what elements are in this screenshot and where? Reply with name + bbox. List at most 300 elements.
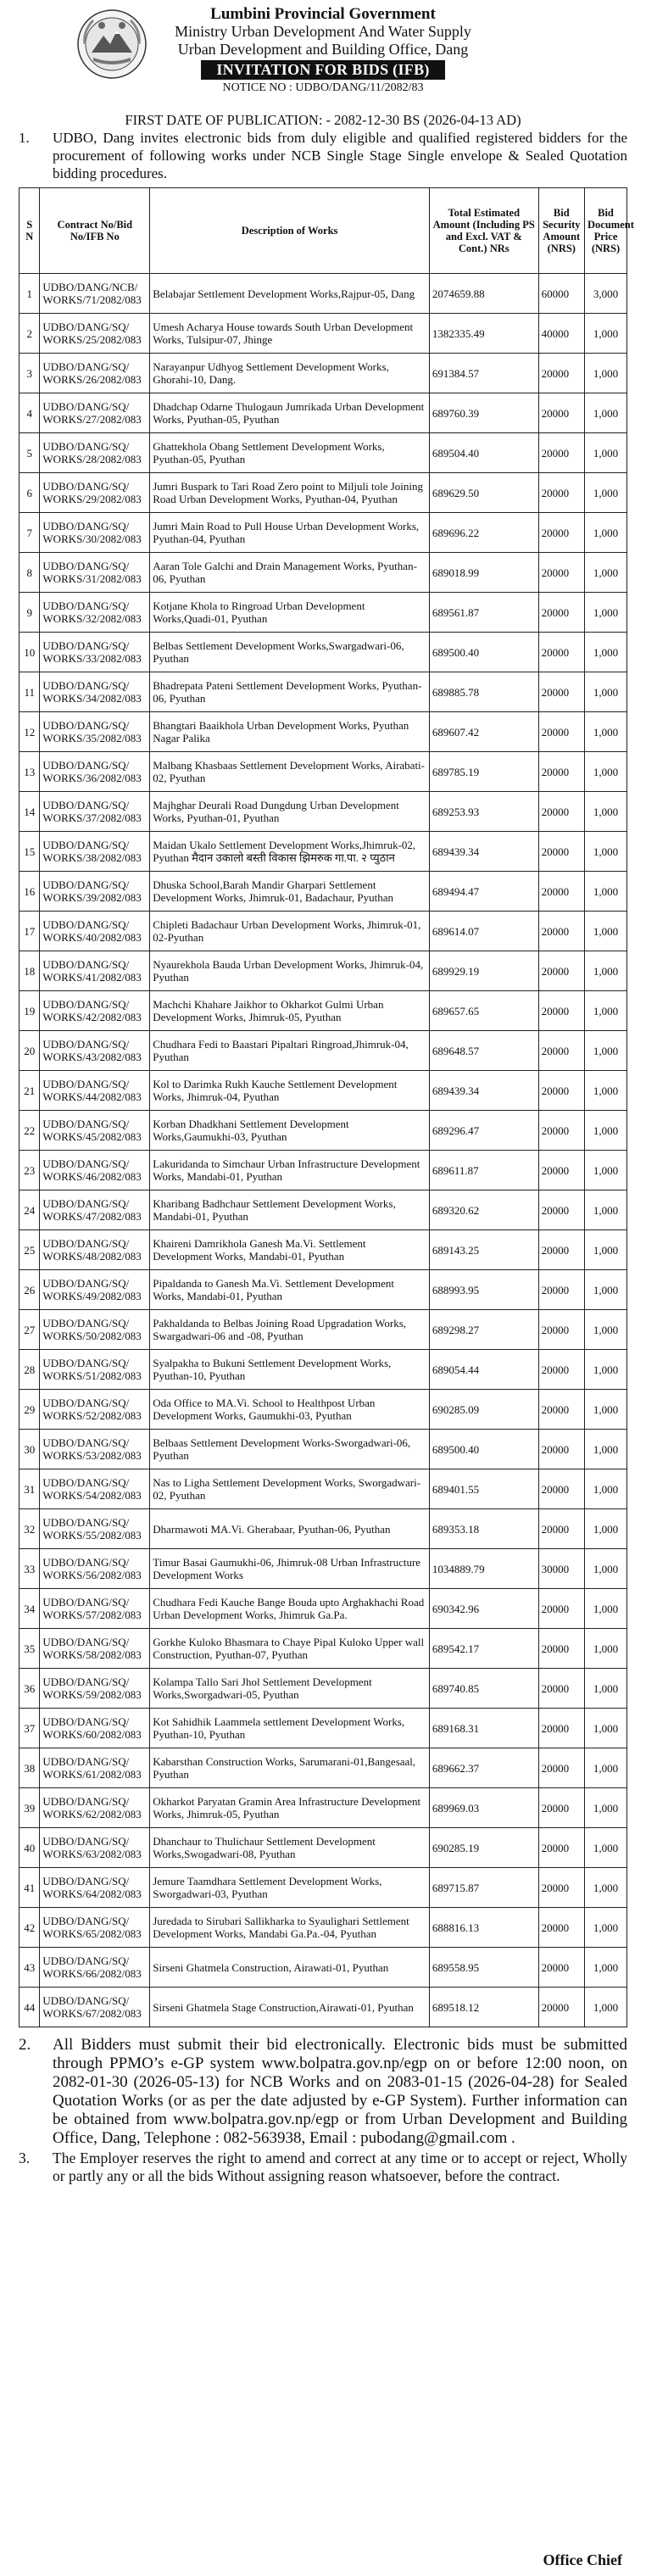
cell-description: Dhuska School,Barah Mandir Gharpari Settlement Development Works, Jhimruk-01, Badachaur, Pyuthan xyxy=(150,872,430,912)
office-name: Urban Development and Building Office, Dang xyxy=(177,41,469,58)
cell-price: 1,000 xyxy=(585,1868,627,1908)
cell-price: 1,000 xyxy=(585,1270,627,1310)
cell-contract: UDBO/DANG/SQ/ WORKS/41/2082/083 xyxy=(40,951,150,991)
cell-description: Chipleti Badachaur Urban Development Works, Jhimruk-01, 02-Pyuthan xyxy=(150,912,430,951)
cell-price: 1,000 xyxy=(585,712,627,752)
table-row xyxy=(19,672,627,712)
table-row xyxy=(19,1868,627,1908)
cell-description: Kharibang Badhchaur Settlement Development Works, Mandabi-01, Pyuthan xyxy=(150,1190,430,1230)
table-row xyxy=(19,1350,627,1390)
header-security: Bid Security Amount (NRS) xyxy=(538,188,584,274)
cell-description: Kotjane Khola to Ringroad Urban Development Works,Quadi-01, Pyuthan xyxy=(150,593,430,633)
cell-sn: 42 xyxy=(19,1908,40,1948)
cell-contract: UDBO/DANG/SQ/ WORKS/34/2082/083 xyxy=(40,672,150,712)
cell-contract: UDBO/DANG/SQ/ WORKS/46/2082/083 xyxy=(40,1151,150,1190)
cell-security: 20000 xyxy=(538,951,584,991)
cell-security: 60000 xyxy=(538,274,584,314)
cell-security: 20000 xyxy=(538,593,584,633)
cell-description: Belbaas Settlement Development Works-Sworgadwari-06, Pyuthan xyxy=(150,1430,430,1469)
government-title: Lumbini Provincial Government xyxy=(210,5,436,23)
cell-description: Bhadrepata Pateni Settlement Development Works, Pyuthan-06, Pyuthan xyxy=(150,672,430,712)
cell-contract: UDBO/DANG/SQ/ WORKS/32/2082/083 xyxy=(40,593,150,633)
paragraph-text: The Employer reserves the right to amend and correct at any time or to accept or reject, Wholly or partly any or all the bids Without assigning reason whatsoever, before the contract. xyxy=(53,2149,627,2184)
cell-contract: UDBO/DANG/SQ/ WORKS/43/2082/083 xyxy=(40,1031,150,1071)
cell-contract: UDBO/DANG/SQ/ WORKS/36/2082/083 xyxy=(40,752,150,792)
cell-amount: 689401.55 xyxy=(429,1469,538,1509)
paragraph-number: 3. xyxy=(19,2149,31,2166)
cell-sn: 19 xyxy=(19,991,40,1031)
cell-price: 1,000 xyxy=(585,433,627,473)
cell-price: 1,000 xyxy=(585,1509,627,1549)
cell-security: 20000 xyxy=(538,792,584,832)
table-row xyxy=(19,433,627,473)
table-row xyxy=(19,274,627,314)
cell-contract: UDBO/DANG/SQ/ WORKS/63/2082/083 xyxy=(40,1828,150,1868)
cell-amount: 689760.39 xyxy=(429,393,538,433)
cell-sn: 10 xyxy=(19,633,40,672)
cell-security: 20000 xyxy=(538,1190,584,1230)
cell-price: 1,000 xyxy=(585,1828,627,1868)
cell-security: 20000 xyxy=(538,354,584,393)
cell-security: 20000 xyxy=(538,1430,584,1469)
cell-security: 20000 xyxy=(538,1788,584,1828)
cell-amount: 689439.34 xyxy=(429,832,538,872)
cell-price: 1,000 xyxy=(585,1629,627,1669)
cell-security: 20000 xyxy=(538,553,584,593)
table-row xyxy=(19,513,627,553)
cell-contract: UDBO/DANG/SQ/ WORKS/26/2082/083 xyxy=(40,354,150,393)
cell-amount: 688993.95 xyxy=(429,1270,538,1310)
cell-sn: 17 xyxy=(19,912,40,951)
cell-sn: 40 xyxy=(19,1828,40,1868)
cell-amount: 1034889.79 xyxy=(429,1549,538,1589)
cell-sn: 4 xyxy=(19,393,40,433)
cell-description: Juredada to Sirubari Sallikharka to Syaulighari Settlement Development Works, Mandabi Ga.Pa.-04, Pyuthan xyxy=(150,1908,430,1948)
table-row xyxy=(19,633,627,672)
table-header-row xyxy=(19,188,627,274)
cell-contract: UDBO/DANG/SQ/ WORKS/30/2082/083 xyxy=(40,513,150,553)
cell-contract: UDBO/DANG/SQ/ WORKS/67/2082/083 xyxy=(40,1988,150,2027)
cell-description: Maidan Ukalo Settlement Development Works,Jhimruk-02, Pyuthan मैदान उकालो बस्ती विकास झिमरुक गा.पा. २ प्युठान xyxy=(150,832,430,872)
cell-contract: UDBO/DANG/SQ/ WORKS/57/2082/083 xyxy=(40,1589,150,1629)
table-row xyxy=(19,912,627,951)
table-row xyxy=(19,1190,627,1230)
cell-price: 1,000 xyxy=(585,1469,627,1509)
cell-price: 1,000 xyxy=(585,553,627,593)
cell-amount: 689439.34 xyxy=(429,1071,538,1111)
cell-amount: 689253.93 xyxy=(429,792,538,832)
cell-security: 20000 xyxy=(538,1988,584,2027)
cell-contract: UDBO/DANG/SQ/ WORKS/31/2082/083 xyxy=(40,553,150,593)
cell-description: Kot Sahidhik Laammela settlement Development Works, Pyuthan-10, Pyuthan xyxy=(150,1709,430,1748)
cell-description: Ghattekhola Obang Settlement Development Works, Pyuthan-05, Pyuthan xyxy=(150,433,430,473)
cell-sn: 24 xyxy=(19,1190,40,1230)
cell-amount: 689740.85 xyxy=(429,1669,538,1709)
table-row xyxy=(19,1111,627,1151)
cell-description: Machchi Khahare Jaikhor to Okharkot Gulmi Urban Development Works, Jhimruk-05, Pyuthan xyxy=(150,991,430,1031)
cell-amount: 689296.47 xyxy=(429,1111,538,1151)
cell-contract: UDBO/DANG/SQ/ WORKS/48/2082/083 xyxy=(40,1230,150,1270)
cell-amount: 689561.87 xyxy=(429,593,538,633)
paragraph-2 xyxy=(19,2036,627,2148)
ministry-name: Ministry Urban Development And Water Supply xyxy=(175,23,471,40)
cell-contract: UDBO/DANG/NCB/ WORKS/71/2082/083 xyxy=(40,274,150,314)
cell-price: 1,000 xyxy=(585,1748,627,1788)
cell-description: Sirseni Ghatmela Construction, Airawati-01, Pyuthan xyxy=(150,1948,430,1988)
cell-amount: 691384.57 xyxy=(429,354,538,393)
cell-sn: 31 xyxy=(19,1469,40,1509)
cell-security: 20000 xyxy=(538,1629,584,1669)
cell-security: 20000 xyxy=(538,912,584,951)
cell-description: Dhadchap Odarne Thulogaun Jumrikada Urban Development Works, Pyuthan-05, Pyuthan xyxy=(150,393,430,433)
table-row xyxy=(19,1310,627,1350)
cell-amount: 689054.44 xyxy=(429,1350,538,1390)
cell-security: 20000 xyxy=(538,712,584,752)
cell-security: 20000 xyxy=(538,752,584,792)
cell-sn: 28 xyxy=(19,1350,40,1390)
works-table-body xyxy=(19,274,627,2027)
cell-contract: UDBO/DANG/SQ/ WORKS/59/2082/083 xyxy=(40,1669,150,1709)
cell-amount: 689885.78 xyxy=(429,672,538,712)
cell-amount: 689542.17 xyxy=(429,1629,538,1669)
cell-description: Oda Office to MA.Vi. School to Healthpost Urban Development Works, Gaumukhi-03, Pyuthan xyxy=(150,1390,430,1430)
cell-security: 20000 xyxy=(538,1230,584,1270)
cell-amount: 689648.57 xyxy=(429,1031,538,1071)
paragraph-number: 2. xyxy=(19,2036,31,2054)
cell-description: Lakuridanda to Simchaur Urban Infrastructure Development Works, Mandabi-01, Pyuthan xyxy=(150,1151,430,1190)
cell-contract: UDBO/DANG/SQ/ WORKS/44/2082/083 xyxy=(40,1071,150,1111)
table-row xyxy=(19,1549,627,1589)
cell-security: 20000 xyxy=(538,1469,584,1509)
cell-security: 20000 xyxy=(538,1748,584,1788)
cell-contract: UDBO/DANG/SQ/ WORKS/53/2082/083 xyxy=(40,1430,150,1469)
cell-sn: 3 xyxy=(19,354,40,393)
cell-sn: 35 xyxy=(19,1629,40,1669)
cell-security: 40000 xyxy=(538,314,584,354)
cell-sn: 43 xyxy=(19,1948,40,1988)
cell-amount: 1382335.49 xyxy=(429,314,538,354)
cell-description: Khaireni Damrikhola Ganesh Ma.Vi. Settlement Development Works, Mandabi-01, Pyuthan xyxy=(150,1230,430,1270)
paragraph-3 xyxy=(19,2149,627,2185)
table-row xyxy=(19,1031,627,1071)
cell-sn: 34 xyxy=(19,1589,40,1629)
cell-contract: UDBO/DANG/SQ/ WORKS/49/2082/083 xyxy=(40,1270,150,1310)
table-row xyxy=(19,1509,627,1549)
table-row xyxy=(19,1589,627,1629)
cell-contract: UDBO/DANG/SQ/ WORKS/55/2082/083 xyxy=(40,1509,150,1549)
cell-sn: 12 xyxy=(19,712,40,752)
cell-amount: 689500.40 xyxy=(429,633,538,672)
cell-price: 1,000 xyxy=(585,1230,627,1270)
cell-price: 1,000 xyxy=(585,1350,627,1390)
cell-amount: 689785.19 xyxy=(429,752,538,792)
cell-price: 1,000 xyxy=(585,1390,627,1430)
paragraph-number: 1. xyxy=(19,130,30,146)
header-price: Bid Document Price (NRS) xyxy=(585,188,627,274)
cell-price: 1,000 xyxy=(585,593,627,633)
cell-description: Majhghar Deurali Road Dungdung Urban Development Works, Pyuthan-01, Pyuthan xyxy=(150,792,430,832)
cell-description: Dharmawoti MA.Vi. Gherabaar, Pyuthan-06, Pyuthan xyxy=(150,1509,430,1549)
cell-sn: 15 xyxy=(19,832,40,872)
cell-description: Pipaldanda to Ganesh Ma.Vi. Settlement Development Works, Mandabi-01, Pyuthan xyxy=(150,1270,430,1310)
cell-contract: UDBO/DANG/SQ/ WORKS/62/2082/083 xyxy=(40,1788,150,1828)
cell-security: 20000 xyxy=(538,433,584,473)
cell-description: Jumri Main Road to Pull House Urban Development Works, Pyuthan-04, Pyuthan xyxy=(150,513,430,553)
table-row xyxy=(19,1948,627,1988)
cell-description: Bhangtari Baaikhola Urban Development Works, Pyuthan Nagar Palika xyxy=(150,712,430,752)
cell-contract: UDBO/DANG/SQ/ WORKS/35/2082/083 xyxy=(40,712,150,752)
cell-contract: UDBO/DANG/SQ/ WORKS/51/2082/083 xyxy=(40,1350,150,1390)
government-emblem-icon xyxy=(76,8,148,80)
cell-price: 1,000 xyxy=(585,1589,627,1629)
cell-price: 1,000 xyxy=(585,752,627,792)
cell-price: 1,000 xyxy=(585,1709,627,1748)
table-row xyxy=(19,1669,627,1709)
cell-price: 1,000 xyxy=(585,1988,627,2027)
cell-sn: 11 xyxy=(19,672,40,712)
cell-sn: 32 xyxy=(19,1509,40,1549)
cell-amount: 689929.19 xyxy=(429,951,538,991)
cell-description: Belbas Settlement Development Works,Swargadwari-06, Pyuthan xyxy=(150,633,430,672)
ifb-banner: INVITATION FOR BIDS (IFB) xyxy=(201,60,444,80)
header-description: Description of Works xyxy=(150,188,430,274)
cell-description: Jemure Taamdhara Settlement Development Works, Sworgadwari-03, Pyuthan xyxy=(150,1868,430,1908)
cell-price: 1,000 xyxy=(585,792,627,832)
cell-security: 20000 xyxy=(538,1509,584,1549)
cell-price: 1,000 xyxy=(585,991,627,1031)
header-amount: Total Estimated Amount (Including PS and Excl. VAT & Cont.) NRs xyxy=(429,188,538,274)
cell-security: 20000 xyxy=(538,513,584,553)
cell-sn: 22 xyxy=(19,1111,40,1151)
header-sn: S N xyxy=(19,188,40,274)
table-row xyxy=(19,1908,627,1948)
paragraph-text: All Bidders must submit their bid electronically. Electronic bids must be submitted through PPMO’s e-GP system www.bolpatra.gov.np/egp on or before 12:00 noon, on 2082-01-30 (2026-05-13) for NCB Works and on 2083-01-15 (2026-04-28) for Sealed Quotation Works (or as per the date adjusted by e-GP System). Further information can be obtained from www.bolpatra.gov.np/egp or from Urban Development and Building Office, Dang, Telephone : 082-563938, Email : pubodang@gmail.com . xyxy=(53,2036,627,2147)
cell-amount: 689298.27 xyxy=(429,1310,538,1350)
cell-amount: 689662.37 xyxy=(429,1748,538,1788)
cell-contract: UDBO/DANG/SQ/ WORKS/25/2082/083 xyxy=(40,314,150,354)
cell-security: 20000 xyxy=(538,1151,584,1190)
cell-contract: UDBO/DANG/SQ/ WORKS/29/2082/083 xyxy=(40,473,150,513)
cell-amount: 689018.99 xyxy=(429,553,538,593)
cell-sn: 30 xyxy=(19,1430,40,1469)
table-row xyxy=(19,1469,627,1509)
cell-price: 1,000 xyxy=(585,672,627,712)
cell-contract: UDBO/DANG/SQ/ WORKS/45/2082/083 xyxy=(40,1111,150,1151)
cell-contract: UDBO/DANG/SQ/ WORKS/60/2082/083 xyxy=(40,1709,150,1748)
cell-contract: UDBO/DANG/SQ/ WORKS/47/2082/083 xyxy=(40,1190,150,1230)
table-row xyxy=(19,473,627,513)
cell-security: 20000 xyxy=(538,1669,584,1709)
cell-price: 1,000 xyxy=(585,1549,627,1589)
cell-contract: UDBO/DANG/SQ/ WORKS/37/2082/083 xyxy=(40,792,150,832)
cell-security: 20000 xyxy=(538,1071,584,1111)
table-row xyxy=(19,593,627,633)
cell-contract: UDBO/DANG/SQ/ WORKS/42/2082/083 xyxy=(40,991,150,1031)
table-row xyxy=(19,951,627,991)
cell-security: 20000 xyxy=(538,1031,584,1071)
cell-security: 20000 xyxy=(538,1908,584,1948)
cell-description: Jumri Buspark to Tari Road Zero point to Miljuli tole Joining Road Urban Development Works, Pyuthan-04, Pyuthan xyxy=(150,473,430,513)
cell-description: Belabajar Settlement Development Works,Rajpur-05, Dang xyxy=(150,274,430,314)
cell-amount: 689143.25 xyxy=(429,1230,538,1270)
cell-amount: 689611.87 xyxy=(429,1151,538,1190)
cell-description: Chudhara Fedi to Baastari Pipaltari Ringroad,Jhimruk-04, Pyuthan xyxy=(150,1031,430,1071)
cell-contract: UDBO/DANG/SQ/ WORKS/56/2082/083 xyxy=(40,1549,150,1589)
cell-amount: 689518.12 xyxy=(429,1988,538,2027)
table-row xyxy=(19,872,627,912)
cell-amount: 689168.31 xyxy=(429,1709,538,1748)
cell-description: Nas to Ligha Settlement Development Works, Sworgadwari-02, Pyuthan xyxy=(150,1469,430,1509)
cell-description: Gorkhe Kuloko Bhasmara to Chaye Pipal Kuloko Upper wall Construction, Pyuthan-07, Pyuthan xyxy=(150,1629,430,1669)
cell-price: 1,000 xyxy=(585,473,627,513)
cell-description: Dhanchaur to Thulichaur Settlement Development Works,Swogadwari-08, Pyuthan xyxy=(150,1828,430,1868)
cell-sn: 41 xyxy=(19,1868,40,1908)
cell-sn: 9 xyxy=(19,593,40,633)
cell-amount: 689504.40 xyxy=(429,433,538,473)
signature: Office Chief xyxy=(543,2551,622,2568)
cell-amount: 689614.07 xyxy=(429,912,538,951)
cell-security: 20000 xyxy=(538,832,584,872)
cell-amount: 689629.50 xyxy=(429,473,538,513)
cell-security: 20000 xyxy=(538,991,584,1031)
table-row xyxy=(19,1071,627,1111)
cell-price: 1,000 xyxy=(585,1669,627,1709)
cell-price: 1,000 xyxy=(585,832,627,872)
cell-description: Timur Basai Gaumukhi-06, Jhimruk-08 Urban Infrastructure Development Works xyxy=(150,1549,430,1589)
cell-price: 1,000 xyxy=(585,314,627,354)
cell-sn: 8 xyxy=(19,553,40,593)
table-row xyxy=(19,553,627,593)
cell-price: 1,000 xyxy=(585,1151,627,1190)
cell-description: Syalpakha to Bukuni Settlement Development Works, Pyuthan-10, Pyuthan xyxy=(150,1350,430,1390)
cell-price: 1,000 xyxy=(585,1071,627,1111)
cell-description: Pakhaldanda to Belbas Joining Road Upgradation Works, Swargadwari-06 and -08, Pyuthan xyxy=(150,1310,430,1350)
cell-sn: 39 xyxy=(19,1788,40,1828)
cell-security: 20000 xyxy=(538,1948,584,1988)
table-row xyxy=(19,1151,627,1190)
cell-price: 1,000 xyxy=(585,872,627,912)
cell-sn: 1 xyxy=(19,274,40,314)
table-row xyxy=(19,1788,627,1828)
cell-amount: 689715.87 xyxy=(429,1868,538,1908)
cell-price: 1,000 xyxy=(585,354,627,393)
paragraph-text: UDBO, Dang invites electronic bids from duly eligible and qualified registered bidders for the procurement of following works under NCB Single Stage Single envelope & Sealed Quotation bidding procedures. xyxy=(53,130,627,181)
cell-security: 20000 xyxy=(538,1310,584,1350)
table-row xyxy=(19,1390,627,1430)
cell-contract: UDBO/DANG/SQ/ WORKS/61/2082/083 xyxy=(40,1748,150,1788)
cell-description: Sirseni Ghatmela Stage Construction,Airawati-01, Pyuthan xyxy=(150,1988,430,2027)
cell-description: Kolampa Tallo Sari Jhol Settlement Development Works,Sworgadwari-05, Pyuthan xyxy=(150,1669,430,1709)
cell-contract: UDBO/DANG/SQ/ WORKS/66/2082/083 xyxy=(40,1948,150,1988)
cell-security: 20000 xyxy=(538,672,584,712)
cell-amount: 689320.62 xyxy=(429,1190,538,1230)
cell-amount: 689494.47 xyxy=(429,872,538,912)
cell-contract: UDBO/DANG/SQ/ WORKS/64/2082/083 xyxy=(40,1868,150,1908)
cell-sn: 27 xyxy=(19,1310,40,1350)
cell-amount: 688816.13 xyxy=(429,1908,538,1948)
paragraph-1 xyxy=(19,129,627,182)
cell-contract: UDBO/DANG/SQ/ WORKS/58/2082/083 xyxy=(40,1629,150,1669)
cell-price: 1,000 xyxy=(585,513,627,553)
cell-sn: 2 xyxy=(19,314,40,354)
cell-price: 1,000 xyxy=(585,1111,627,1151)
cell-sn: 16 xyxy=(19,872,40,912)
cell-price: 1,000 xyxy=(585,1908,627,1948)
cell-amount: 690285.09 xyxy=(429,1390,538,1430)
notice-number: NOTICE NO : UDBO/DANG/11/2082/83 xyxy=(222,81,424,94)
cell-security: 20000 xyxy=(538,1709,584,1748)
cell-amount: 689353.18 xyxy=(429,1509,538,1549)
table-row xyxy=(19,991,627,1031)
cell-amount: 689696.22 xyxy=(429,513,538,553)
cell-price: 1,000 xyxy=(585,633,627,672)
cell-security: 20000 xyxy=(538,1270,584,1310)
table-row xyxy=(19,1270,627,1310)
cell-amount: 689558.95 xyxy=(429,1948,538,1988)
cell-description: Okharkot Paryatan Gramin Area Infrastructure Development Works, Jhimruk-05, Pyuthan xyxy=(150,1788,430,1828)
cell-description: Narayanpur Udhyog Settlement Development Works, Ghorahi-10, Dang. xyxy=(150,354,430,393)
cell-contract: UDBO/DANG/SQ/ WORKS/39/2082/083 xyxy=(40,872,150,912)
cell-amount: 2074659.88 xyxy=(429,274,538,314)
cell-contract: UDBO/DANG/SQ/ WORKS/54/2082/083 xyxy=(40,1469,150,1509)
cell-description: Kabarsthan Construction Works, Sarumarani-01,Bangesaal, Pyuthan xyxy=(150,1748,430,1788)
table-row xyxy=(19,1828,627,1868)
cell-price: 1,000 xyxy=(585,912,627,951)
cell-price: 1,000 xyxy=(585,951,627,991)
cell-security: 20000 xyxy=(538,1828,584,1868)
table-row xyxy=(19,792,627,832)
table-row xyxy=(19,1709,627,1748)
cell-sn: 20 xyxy=(19,1031,40,1071)
cell-price: 3,000 xyxy=(585,274,627,314)
cell-sn: 25 xyxy=(19,1230,40,1270)
cell-amount: 689500.40 xyxy=(429,1430,538,1469)
cell-sn: 23 xyxy=(19,1151,40,1190)
cell-sn: 13 xyxy=(19,752,40,792)
cell-sn: 38 xyxy=(19,1748,40,1788)
cell-price: 1,000 xyxy=(585,1310,627,1350)
cell-description: Malbang Khasbaas Settlement Development Works, Airabati-02, Pyuthan xyxy=(150,752,430,792)
cell-security: 20000 xyxy=(538,1350,584,1390)
table-row xyxy=(19,1748,627,1788)
cell-description: Nyaurekhola Bauda Urban Development Works, Jhimruk-04, Pyuthan xyxy=(150,951,430,991)
cell-sn: 21 xyxy=(19,1071,40,1111)
table-row xyxy=(19,1230,627,1270)
cell-contract: UDBO/DANG/SQ/ WORKS/65/2082/083 xyxy=(40,1908,150,1948)
cell-security: 20000 xyxy=(538,1589,584,1629)
cell-security: 20000 xyxy=(538,1390,584,1430)
publication-date: FIRST DATE OF PUBLICATION: - 2082-12-30 BS (2026-04-13 AD) xyxy=(125,112,521,128)
cell-amount: 689969.03 xyxy=(429,1788,538,1828)
cell-security: 20000 xyxy=(538,1111,584,1151)
cell-description: Korban Dhadkhani Settlement Development Works,Gaumukhi-03, Pyuthan xyxy=(150,1111,430,1151)
cell-description: Chudhara Fedi Kauche Bange Bouda upto Arghakhachi Road Urban Development Works, Jhimruk Ga.Pa. xyxy=(150,1589,430,1629)
cell-sn: 7 xyxy=(19,513,40,553)
cell-contract: UDBO/DANG/SQ/ WORKS/33/2082/083 xyxy=(40,633,150,672)
cell-security: 20000 xyxy=(538,393,584,433)
cell-sn: 37 xyxy=(19,1709,40,1748)
cell-sn: 29 xyxy=(19,1390,40,1430)
cell-security: 20000 xyxy=(538,872,584,912)
notice-header xyxy=(19,0,627,110)
table-row xyxy=(19,1629,627,1669)
cell-sn: 5 xyxy=(19,433,40,473)
cell-sn: 33 xyxy=(19,1549,40,1589)
cell-price: 1,000 xyxy=(585,1430,627,1469)
cell-sn: 14 xyxy=(19,792,40,832)
cell-contract: UDBO/DANG/SQ/ WORKS/52/2082/083 xyxy=(40,1390,150,1430)
cell-price: 1,000 xyxy=(585,1190,627,1230)
